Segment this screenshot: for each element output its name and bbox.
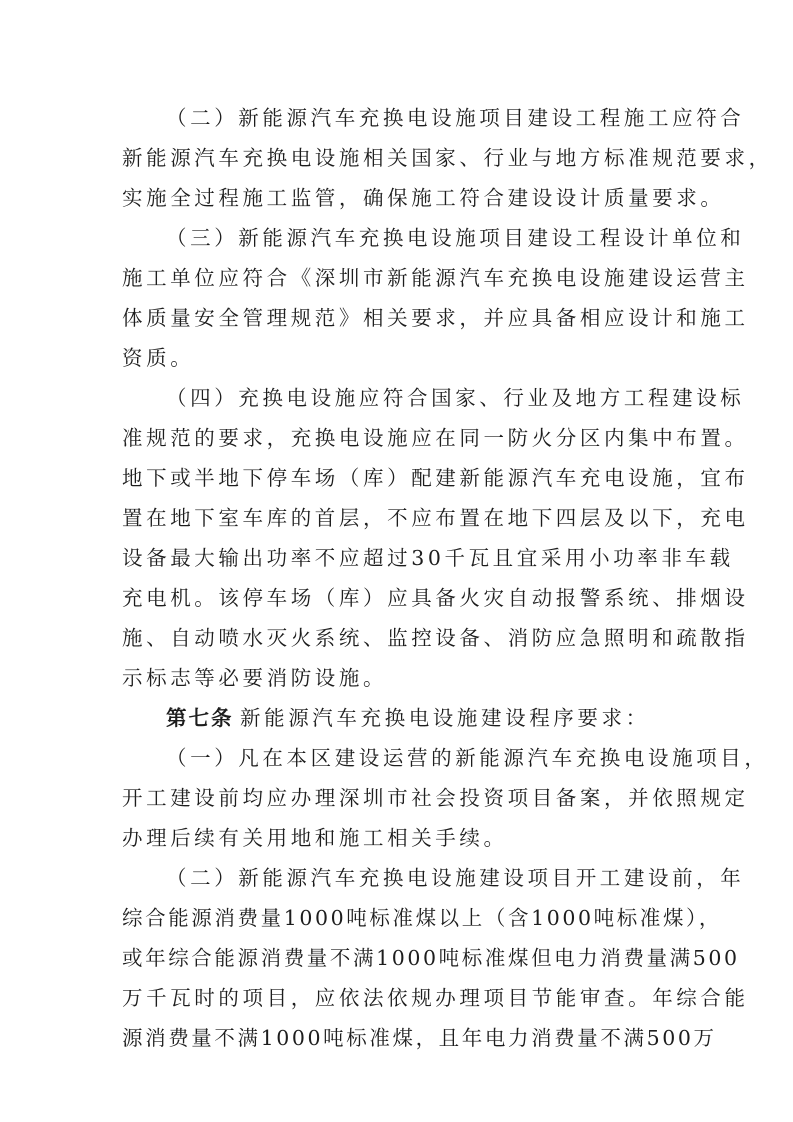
text-line: （四）充换电设施应符合国家、行业及地方工程建设标 xyxy=(166,386,745,410)
text-line: （三）新能源汽车充换电设施项目建设工程设计单位和 xyxy=(166,226,745,250)
text-line: 或年综合能源消费量不满1000吨标准煤但电力消费量满500 xyxy=(122,946,740,970)
text-line: （一）凡在本区建设运营的新能源汽车充换电设施项目， xyxy=(166,746,769,770)
text-line: 资质。 xyxy=(122,346,195,370)
text-line: （二）新能源汽车充换电设施项目建设工程施工应符合 xyxy=(166,106,745,130)
text-line: 源消费量不满1000吨标准煤，且年电力消费量不满500万 xyxy=(122,1026,717,1050)
text-line: （二）新能源汽车充换电设施建设项目开工建设前，年 xyxy=(166,866,745,890)
text-line: 新能源汽车充换电设施相关国家、行业与地方标准规范要求， xyxy=(122,146,773,170)
text-line: 准规范的要求，充换电设施应在同一防火分区内集中布置。 xyxy=(122,426,749,450)
text-line: 万千瓦时的项目，应依法依规办理项目节能审查。年综合能 xyxy=(122,986,749,1010)
text-line: 施工单位应符合《深圳市新能源汽车充换电设施建设运营主 xyxy=(122,266,749,290)
text-line: 充电机。该停车场（库）应具备火灾自动报警系统、排烟设 xyxy=(122,586,749,610)
text-line: 施、自动喷水灭火系统、监控设备、消防应急照明和疏散指 xyxy=(122,626,749,650)
text-line: 设备最大输出功率不应超过30千瓦且宜采用小功率非车载 xyxy=(122,546,734,570)
text-line: 体质量安全管理规范》相关要求，并应具备相应设计和施工 xyxy=(122,306,749,330)
text-line: 置在地下室车库的首层，不应布置在地下四层及以下，充电 xyxy=(122,506,749,530)
text-line: 实施全过程施工监管，确保施工符合建设设计质量要求。 xyxy=(122,186,725,210)
text-line: 地下或半地下停车场（库）配建新能源汽车充电设施，宜布 xyxy=(122,466,749,490)
text-line: 开工建设前均应办理深圳市社会投资项目备案，并依照规定 xyxy=(122,786,749,810)
article-heading: 第七条 xyxy=(166,706,234,730)
text-line: 新能源汽车充换电设施建设程序要求： xyxy=(240,706,650,730)
text-line: 示标志等必要消防设施。 xyxy=(122,666,388,690)
text-line: 办理后续有关用地和施工相关手续。 xyxy=(122,826,508,850)
text-line: 综合能源消费量1000吨标准煤以上（含1000吨标准煤）， xyxy=(122,906,722,930)
